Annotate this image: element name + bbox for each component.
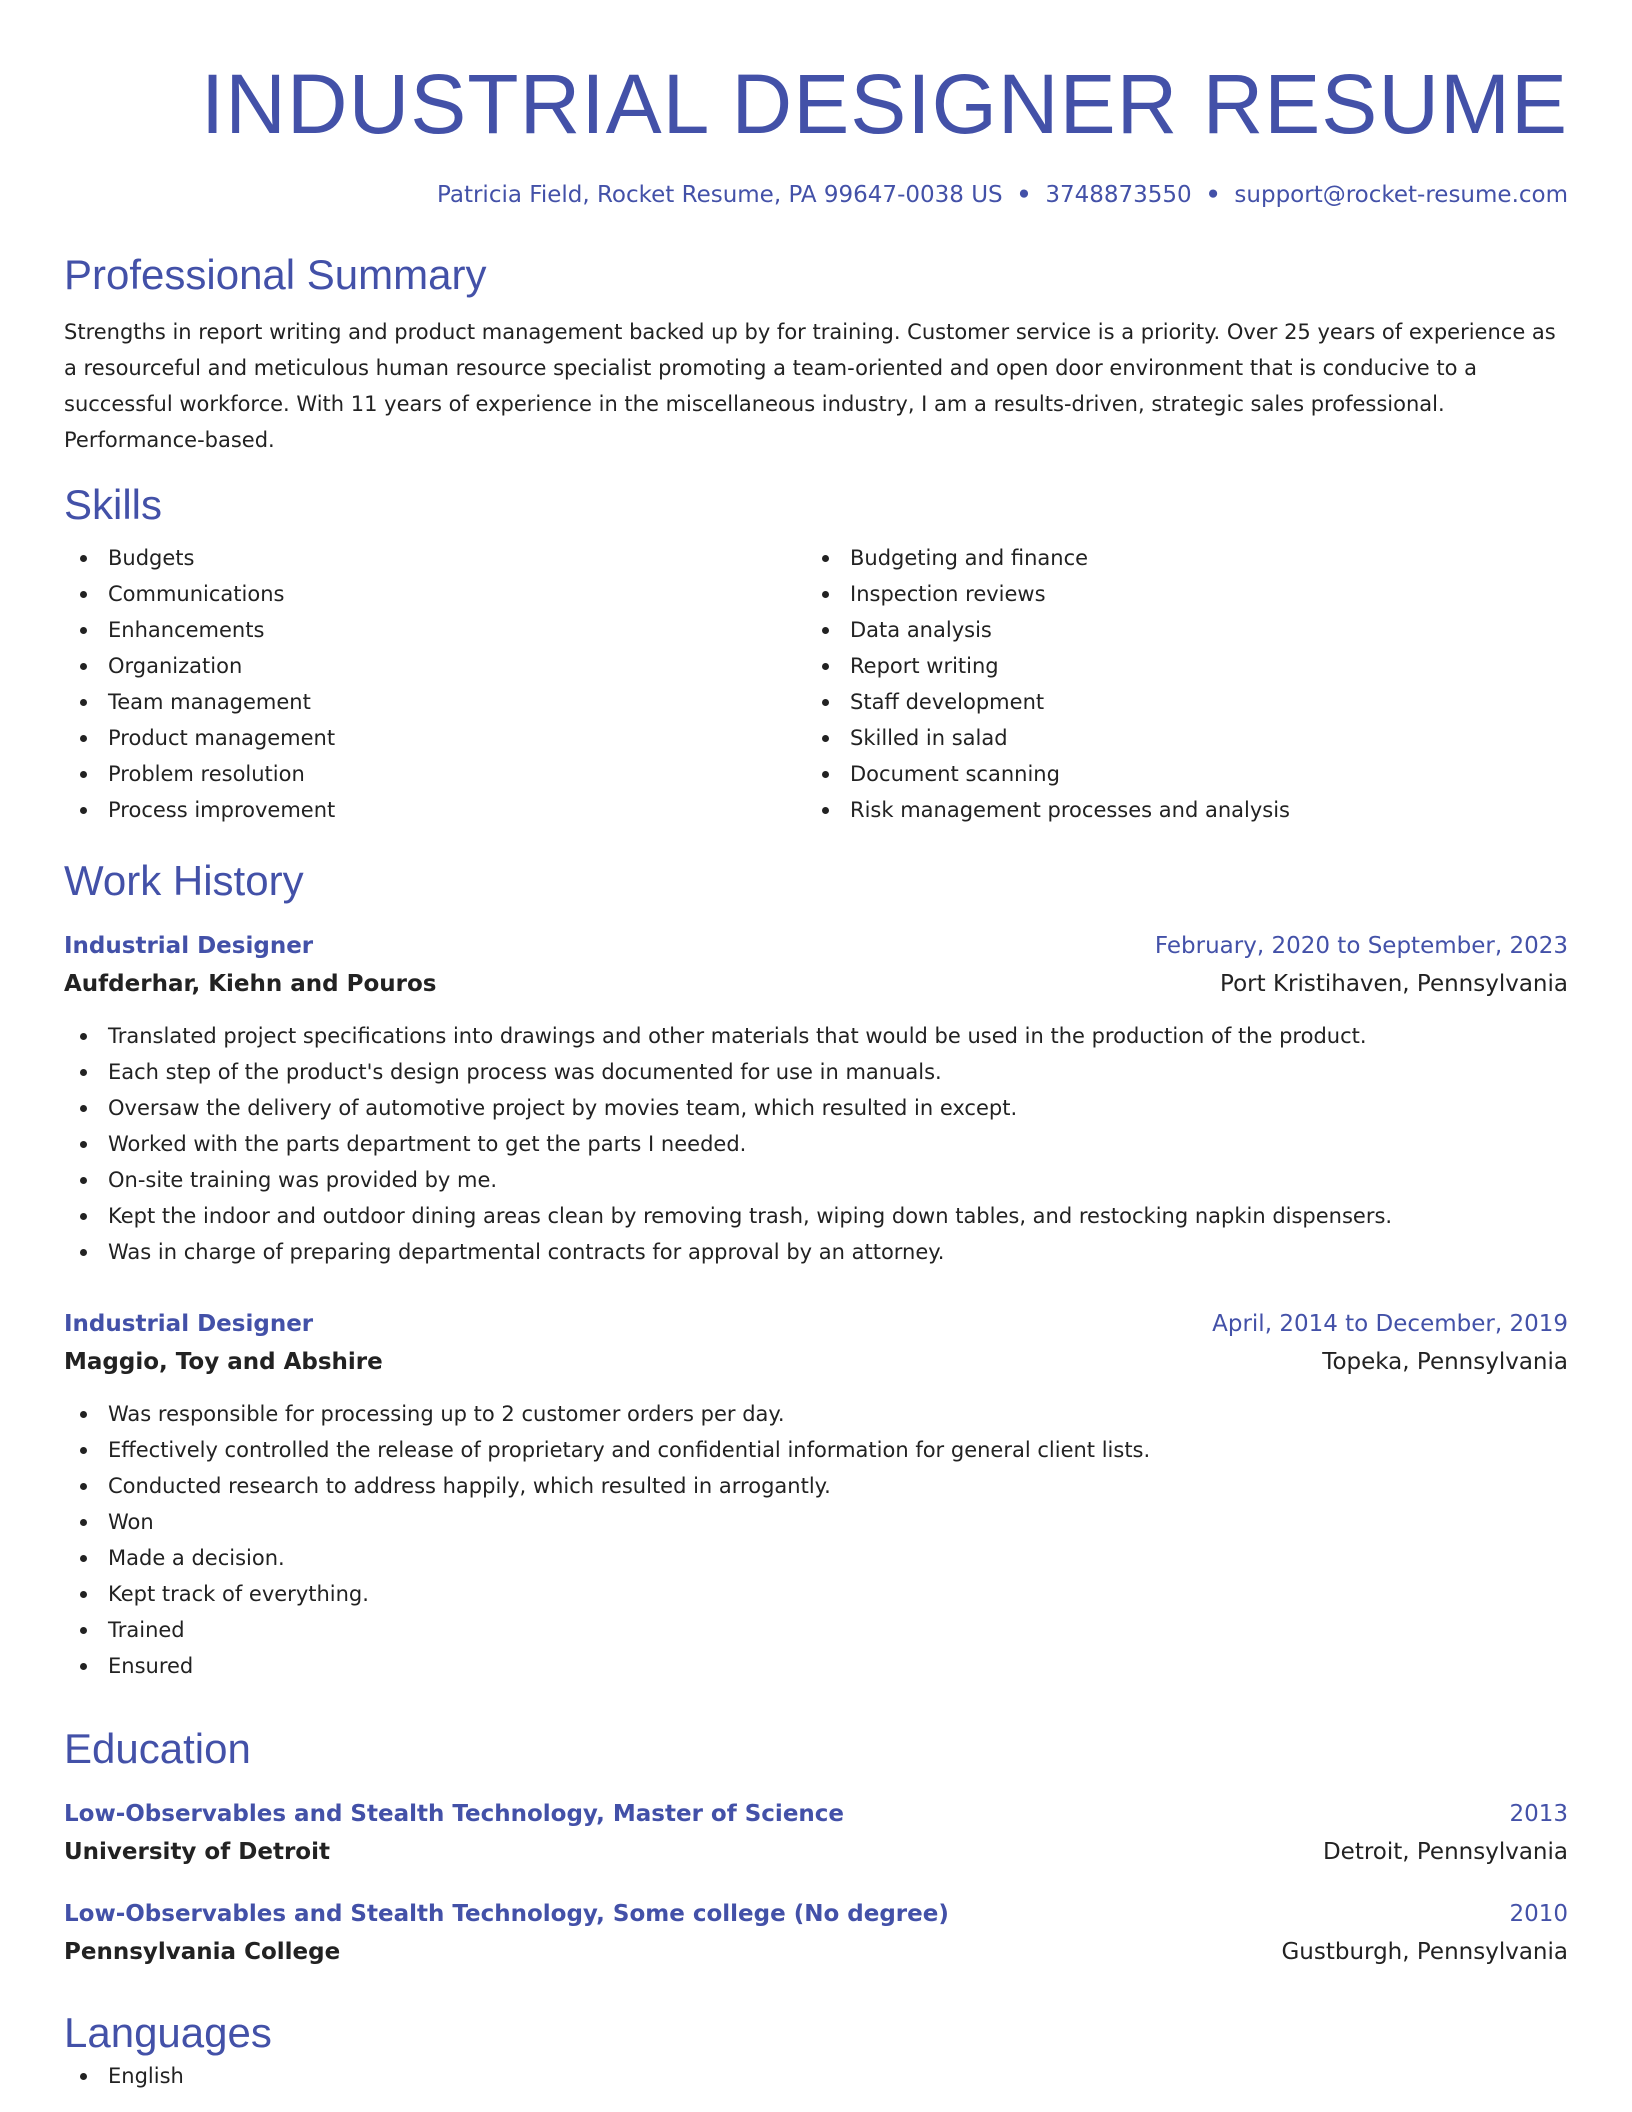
separator-dot: • [1205,182,1221,208]
education-header-row [64,1896,1568,1932]
education-school-row [64,1832,1568,1872]
education-header-row [64,1796,1568,1832]
education-heading: Education [64,1725,251,1772]
resume-title: INDUSTRIAL DESIGNER RESUME [200,57,1568,151]
languages-section [64,2008,1568,2094]
education-year: 2010 [1509,1901,1568,1927]
job-bullet: Made a decision. [64,1540,1568,1576]
summary-text: Strengths in report writing and product management backed up by for training. Customer service is a priority. Over 25 years of experience as a resourceful and meticulous human resource specialist promoting a team-oriented and open door environment that is conducive to a successful workforce. With 11 years of experience in the miscellaneous industry, I am a results-driven, strategic sales professional. Performance-based. [64,320,1556,452]
skill-item: Staff development [806,684,1548,720]
job-entry [64,928,1568,1270]
skill-item: Organization [64,648,806,684]
skill-item: Report writing [806,648,1548,684]
job-header-row [64,1306,1568,1342]
job-bullet: Each step of the product's design process was documented for use in manuals. [64,1054,1568,1090]
job-bullet: Conducted research to address happily, which resulted in arrogantly. [64,1468,1568,1504]
skill-item: Team management [64,684,806,720]
job-bullet: Won [64,1504,1568,1540]
education-degree: Low-Observables and Stealth Technology, Master of Science [64,1801,845,1827]
summary-section [64,250,1568,458]
job-role: Industrial Designer [64,1311,314,1337]
job-bullets [64,1396,1568,1684]
job-company: Maggio, Toy and Abshire [64,1349,383,1375]
work-history-section [64,856,1568,1684]
education-location: Detroit, Pennsylvania [1322,1839,1568,1865]
skill-item: Skilled in salad [806,720,1548,756]
skill-item: Process improvement [64,792,806,828]
languages-heading: Languages [64,2009,272,2056]
job-dates: February, 2020 to September, 2023 [1154,933,1568,959]
language-item: English [64,2058,1568,2094]
skill-item: Risk management processes and analysis [806,792,1548,828]
job-dates: April, 2014 to December, 2019 [1212,1311,1568,1337]
job-bullet: Kept track of everything. [64,1576,1568,1612]
contact-line [64,180,1568,210]
job-bullets [64,1018,1568,1270]
contact-address: Patricia Field, Rocket Resume, PA 99647-0038 US [437,182,1003,208]
separator-dot: • [1016,182,1032,208]
job-entry [64,1306,1568,1684]
job-bullet: Ensured [64,1648,1568,1684]
skills-section [64,480,1568,828]
job-bullet: Was responsible for processing up to 2 customer orders per day. [64,1396,1568,1432]
skill-item: Document scanning [806,756,1548,792]
job-header-row [64,928,1568,964]
skills-list-right [806,540,1548,828]
skill-item: Data analysis [806,612,1548,648]
education-entry [64,1796,1568,1872]
education-school: University of Detroit [64,1839,330,1865]
education-entry [64,1896,1568,1972]
job-bullet: Trained [64,1612,1568,1648]
education-school-row [64,1932,1568,1972]
skill-item: Communications [64,576,806,612]
job-bullet: Worked with the parts department to get the parts I needed. [64,1126,1568,1162]
education-section [64,1724,1568,1972]
job-role: Industrial Designer [64,933,314,959]
job-location: Port Kristihaven, Pennsylvania [1220,971,1568,997]
job-company-row [64,1342,1568,1382]
skill-item: Enhancements [64,612,806,648]
skills-columns [64,540,1568,828]
job-company-row [64,964,1568,1004]
summary-heading: Professional Summary [64,251,487,298]
skill-item: Problem resolution [64,756,806,792]
education-school: Pennsylvania College [64,1939,341,1965]
job-bullet: On-site training was provided by me. [64,1162,1568,1198]
skills-heading: Skills [64,481,163,528]
skill-item: Inspection reviews [806,576,1548,612]
contact-phone: 3748873550 [1045,182,1192,208]
education-degree: Low-Observables and Stealth Technology, Some college (No degree) [64,1901,949,1927]
resume-page [64,0,1568,2094]
work-history-heading: Work History [64,857,304,904]
languages-list [64,2058,1568,2094]
contact-email: support@rocket-resume.com [1234,182,1568,208]
job-bullet: Kept the indoor and outdoor dining areas clean by removing trash, wiping down tables, and restocking napkin dispensers. [64,1198,1568,1234]
job-company: Aufderhar, Kiehn and Pouros [64,971,437,997]
job-location: Topeka, Pennsylvania [1322,1349,1568,1375]
skill-item: Budgeting and finance [806,540,1548,576]
job-bullet: Effectively controlled the release of proprietary and confidential information for general client lists. [64,1432,1568,1468]
skill-item: Budgets [64,540,806,576]
skills-list-left [64,540,806,828]
job-bullet: Translated project specifications into drawings and other materials that would be used in the production of the product. [64,1018,1568,1054]
job-bullet: Oversaw the delivery of automotive project by movies team, which resulted in except. [64,1090,1568,1126]
job-bullet: Was in charge of preparing departmental contracts for approval by an attorney. [64,1234,1568,1270]
education-year: 2013 [1509,1801,1568,1827]
education-location: Gustburgh, Pennsylvania [1281,1939,1568,1965]
skill-item: Product management [64,720,806,756]
